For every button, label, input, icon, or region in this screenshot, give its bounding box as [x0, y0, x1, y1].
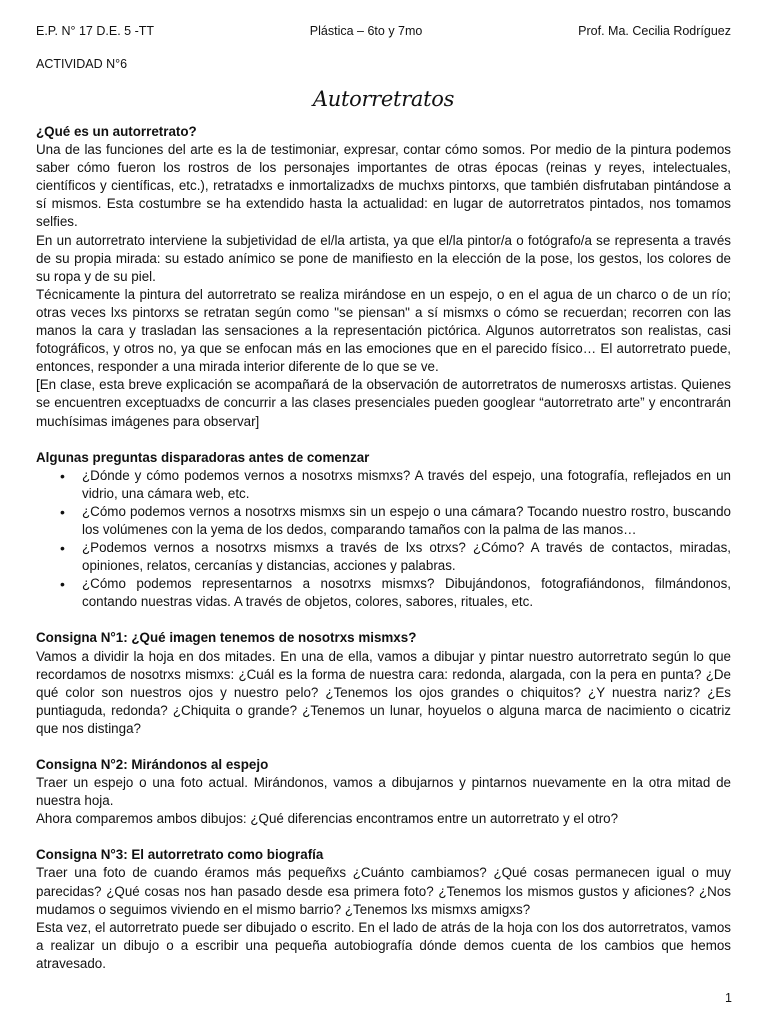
list-item: • ¿Cómo podemos representarnos a nosotrxs mismxs? Dibujándonos, fotografiándonos, filmándonos, contando nuestras vidas. A través de objetos, colores, sabores, rituales, etc.	[82, 575, 731, 611]
activity-label: ACTIVIDAD N°6	[36, 57, 128, 71]
questions-list	[36, 467, 731, 612]
page-header	[36, 24, 731, 42]
document-body	[36, 123, 731, 973]
page-title: Autorretratos	[312, 87, 455, 111]
questions-heading: Algunas preguntas disparadoras antes de comenzar	[36, 449, 370, 465]
intro-paragraph: En un autorretrato interviene la subjetividad de el/la artista, ya que el/la pintor/a o fotógrafo/a se representa a través de su propia mirada: su estado anímico se pone de manifiesto en la elección de la pose, los gestos, los colores de su ropa y de su piel.	[36, 232, 731, 284]
list-item: • ¿Podemos vernos a nosotrxs mismxs a través de lxs otrxs? ¿Cómo? A través de contactos, miradas, opiniones, relatos, cercanías y distancias, acciones y palabras.	[82, 539, 731, 575]
consigna3-paragraph: Traer una foto de cuando éramos más pequeñxs ¿Cuánto cambiamos? ¿Qué cosas permanecen igual o muy parecidas? ¿Qué cosas nos han pasado desde esa primera foto? ¿Tenemos los mismos gustos y aficiones? ¿Nos mudamos o seguimos viviendo en el mismo barrio? ¿Tenemos lxs mismxs amigxs?	[36, 865, 731, 917]
list-item: • ¿Cómo podemos vernos a nosotrxs mismxs sin un espejo o una cámara? Tocando nuestro rostro, buscando los volúmenes con la yema de los dedos, comparando tamaños con la palma de las manos…	[82, 503, 731, 539]
teacher-name: Prof. Ma. Cecilia Rodríguez	[578, 24, 731, 38]
intro-heading: ¿Qué es un autorretrato?	[36, 124, 197, 139]
consigna3-heading: Consigna N°3: El autorretrato como biografía	[36, 847, 324, 863]
intro-paragraph: [En clase, esta breve explicación se acompañará de la observación de autorretratos de numerosxs artistas. Quienes se encuentren exceptuadxs de concurrir a las clases presenciales pueden googlear “autorretrato arte” y encontrarán muchísimas imágenes para observar]	[36, 377, 731, 429]
list-item: • ¿Dónde y cómo podemos vernos a nosotrxs mismxs? A través del espejo, una fotografía, reflejados en un vidrio, una cámara web, etc.	[82, 467, 731, 503]
school-name: E.P. N° 17 D.E. 5 -TT	[36, 24, 154, 38]
intro-paragraph: Una de las funciones del arte es la de testimoniar, expresar, contar cómo somos. Por medio de la pintura podemos saber cómo fueron los rostros de los personajes importantes de otras épocas (reinas y reyes, intelectuales, científicos y científicas, etc.), retratadxs e inmortalizadxs de muchxs pintorxs, que también disfrutaban pintándose a sí mismos. Esta costumbre se ha extendido hasta la actualidad: en lugar de autorretratos pintados, nos tomamos selfies.	[36, 142, 731, 230]
consigna3-paragraph: Esta vez, el autorretrato puede ser dibujado o escrito. En el lado de atrás de la hoja con los dos autorretratos, vamos a realizar un dibujo o a escribir una pequeña autobiografía dónde demos cuenta de los cambios que hemos atravesado.	[36, 919, 731, 971]
page-number: 1	[725, 991, 732, 1005]
intro-paragraph: Técnicamente la pintura del autorretrato se realiza mirándose en un espejo, o en el agua de un charco o de un río; otras veces lxs pintorxs se retratan según como "se piensan" a sí mismxs o cómo se recuerdan; recorren con las manos la cara y trasladan las sensaciones a la representación pictórica. Algunos autorretratos son realistas, casi fotográficos, y otros no, ya que se enfocan más en las emociones que en el parecido físico… El autorretrato puede, entonces, responder a una mirada interior diferente de lo que se ve.	[36, 286, 731, 375]
consigna2-paragraph: Traer un espejo o una foto actual. Mirándonos, vamos a dibujarnos y pintarnos nuevamente en la otra mitad de nuestra hoja.	[36, 775, 731, 809]
consigna2-paragraph: Ahora comparemos ambos dibujos: ¿Qué diferencias encontramos entre un autorretrato y el otro?	[36, 811, 619, 827]
spacer	[36, 431, 731, 449]
spacer	[36, 738, 731, 756]
consigna2-heading: Consigna N°2: Mirándonos al espejo	[36, 757, 269, 772]
document-page	[36, 24, 731, 973]
consigna1-paragraph: Vamos a dividir la hoja en dos mitades. En una de ella, vamos a dibujar y pintar nuestro autorretrato según lo que recordamos de nosotrxs mismxs: ¿Cuál es la forma de nuestra cara: redonda, alargada, con la pera en punta? ¿De qué color son nuestros ojos y nuestro pelo? ¿Tenemos los ojos grandes o chiquitos? ¿Y nuestra nariz? ¿Es puntiaguda, redonda? ¿Chiquita o grande? ¿Tenemos un lunar, hoyuelos o alguna marca de nacimiento o cicatriz que nos distinga?	[36, 648, 731, 736]
subject-name: Plástica – 6to y 7mo	[309, 24, 423, 38]
spacer	[36, 828, 731, 846]
spacer	[36, 611, 731, 629]
consigna1-heading: Consigna N°1: ¿Qué imagen tenemos de nosotrxs mismxs?	[36, 630, 417, 646]
